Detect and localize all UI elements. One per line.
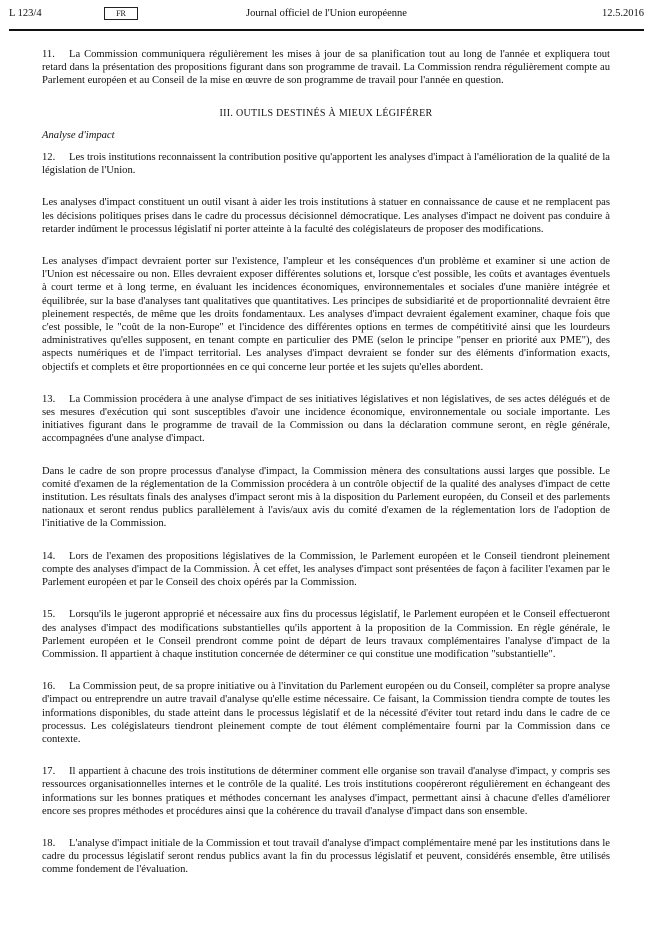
paragraph-13 xyxy=(42,393,610,446)
paragraph-text: La Commission communiquera régulièrement les mises à jour de sa planification tout au long de l'année et expliquera tout retard dans la présentation des propositions figurant dans son programme de travail. La Commission rendra régulièrement compte au Parlement européen et au Conseil de la mise en œuvre de son programme de travail pour l'année en question. xyxy=(42,49,610,87)
page-header xyxy=(9,6,644,22)
paragraph-11 xyxy=(42,48,610,88)
paragraph-16 xyxy=(42,680,610,746)
paragraph-text: L'analyse d'impact initiale de la Commission et tout travail d'analyse d'impact complémentaire mené par les institutions dans le cadre du processus législatif seront rendus publics avant la fin du processus législatif et peuvent, considérés ensemble, être utilisés comme fondement de l'évaluation. xyxy=(42,837,610,876)
paragraph-text: Les analyses d'impact constituent un outil visant à aider les trois institutions à statuer en connaissance de cause et ne remplacent pas les décisions politiques prises dans le cadre du processus décisionnel démocratique. Les analyses d'impact ne doivent pas conduire à retarder indûment le processus législatif ni porter atteinte à la faculté des colégislateurs de proposer des modifications. xyxy=(42,197,610,235)
subheading: Analyse d'impact xyxy=(42,129,115,141)
paragraph-text: Lors de l'examen des propositions législatives de la Commission, le Parlement européen et le Conseil tiendront pleinement compte des analyses d'impact de la Commission. À cet effet, les analyses d'impact sont présentées de façon à faciliter l'examen par le Parlement européen et par le Conseil des choix opérés par la Commission. xyxy=(42,550,610,589)
journal-reference: L 123/4 xyxy=(9,8,42,19)
paragraph-number: 16. xyxy=(42,681,56,693)
paragraph-number: 12. xyxy=(42,152,56,164)
paragraph-number: 11. xyxy=(42,49,55,60)
paragraph-12-c xyxy=(42,255,610,374)
paragraph-12 xyxy=(42,151,610,177)
paragraph-number: 17. xyxy=(42,766,56,778)
paragraph-14 xyxy=(42,550,610,590)
paragraph-number: 13. xyxy=(42,393,56,405)
paragraph-text: Lorsqu'ils le jugeront approprié et nécessaire aux fins du processus législatif, le Parlement européen et le Conseil effectueront des analyses d'impact des modifications substantielles qu'ils apportent à la proposition de la Commission. En règle générale, le Parlement européen et le Conseil prendront comme point de départ de leurs travaux complémentaires l'analyse d'impact de la Commission. Il appartient à chaque institution concernée de déterminer ce qui constitue une modification "substantielle". xyxy=(42,609,610,660)
paragraph-text: Les analyses d'impact devraient porter sur l'existence, l'ampleur et les conséquences d'un problème et examiner si une action de l'Union est nécessaire ou non. Elles devraient exposer différentes solutions et, lorsque c'est possible, les coûts et avantages éventuels à court terme et à long terme, en évaluant les incidences économiques, environnementales et sociales d'une manière intégrée et équilibrée, sur la base d'analyses tant qualitatives que quantitatives. Les principes de subsidiarité et de proportionnalité devraient être pleinement respectés, de même que les droits fondamentaux. Les analyses d'impact devraient également examiner, chaque fois que c'est possible, le "coût de la non-Europe" et l'incidence des différentes options en termes de compétitivité ainsi que les lourdeurs administratives qu'elles supposent, en tenant compte en particulier des PME (selon le principe "penser en priorité aux PME"), des aspects numériques et de l'impact territorial. Les analyses d'impact devraient se fonder sur des éléments d'information exacts, objectifs et complets et être proportionnées en ce qui concerne leur portée et les sujets qu'elles abordent. xyxy=(42,256,610,373)
paragraph-text: Les trois institutions reconnaissent la contribution positive qu'apportent les analyses d'impact à l'amélioration de la qualité de la législation de l'Union. xyxy=(42,152,610,177)
paragraph-18 xyxy=(42,837,610,877)
header-divider xyxy=(9,29,644,31)
document-body xyxy=(42,48,610,896)
paragraph-17 xyxy=(42,765,610,818)
journal-title: Journal officiel de l'Union européenne xyxy=(246,8,407,19)
paragraph-15 xyxy=(42,608,610,661)
language-box: FR xyxy=(104,7,138,20)
paragraph-12-b xyxy=(42,196,610,236)
paragraph-text: Il appartient à chacune des trois institutions de déterminer comment elle organise son travail d'analyse d'impact, y compris ses ressources organisationnelles internes et le contrôle de la qualité. Les trois institutions coopéreront régulièrement en échangeant des informations sur les bonnes pratiques et méthodes concernant les analyses d'impact, permettant ainsi à chacune d'elles d'améliorer encore ses propres méthodes et procédures ainsi que la cohérence du travail d'analyse d'impact dans son ensemble. xyxy=(42,766,610,817)
publication-date: 12.5.2016 xyxy=(602,8,644,19)
section-title: III. OUTILS DESTINÉS À MIEUX LÉGIFÉRER xyxy=(219,107,433,119)
paragraph-text: Dans le cadre de son propre processus d'analyse d'impact, la Commission mènera des consultations aussi larges que possible. Le comité d'examen de la réglementation de la Commission procédera à un contrôle objectif de la qualité des analyses d'impact de cette institution. Les résultats finals des analyses d'impact seront mis à la disposition du Parlement européen, du Conseil et des parlements nationaux et seront rendus publics parallèlement à l'avis/aux avis du comité d'examen de la réglementation lors de l'adoption de l'initiative de la Commission. xyxy=(42,465,610,530)
paragraph-number: 14. xyxy=(42,550,56,562)
paragraph-number: 18. xyxy=(42,837,56,849)
paragraph-text: La Commission peut, de sa propre initiative ou à l'invitation du Parlement européen ou du Conseil, compléter sa propre analyse d'impact ou entreprendre un autre travail d'analyse qu'elle estime nécessaire. Ce faisant, la Commission tiendra compte de toutes les informations disponibles, du stade atteint dans le processus législatif et de la nécessité d'éviter tout retard indu dans le cadre de ce processus. Les colégislateurs tiendront pleinement compte de tout élément complémentaire fourni par la Commission dans ce contexte. xyxy=(42,681,610,745)
paragraph-number: 15. xyxy=(42,609,56,621)
paragraph-13-b xyxy=(42,465,610,531)
paragraph-text: La Commission procédera à une analyse d'impact de ses initiatives législatives et non législatives, de ses actes délégués et de ses mesures d'exécution qui sont susceptibles d'avoir une incidence économique, environnementale ou sociale importante. Les initiatives figurant dans le programme de travail de la Commission ou dans la déclaration commune seront, en règle générale, accompagnées d'une analyse d'impact. xyxy=(42,393,610,445)
